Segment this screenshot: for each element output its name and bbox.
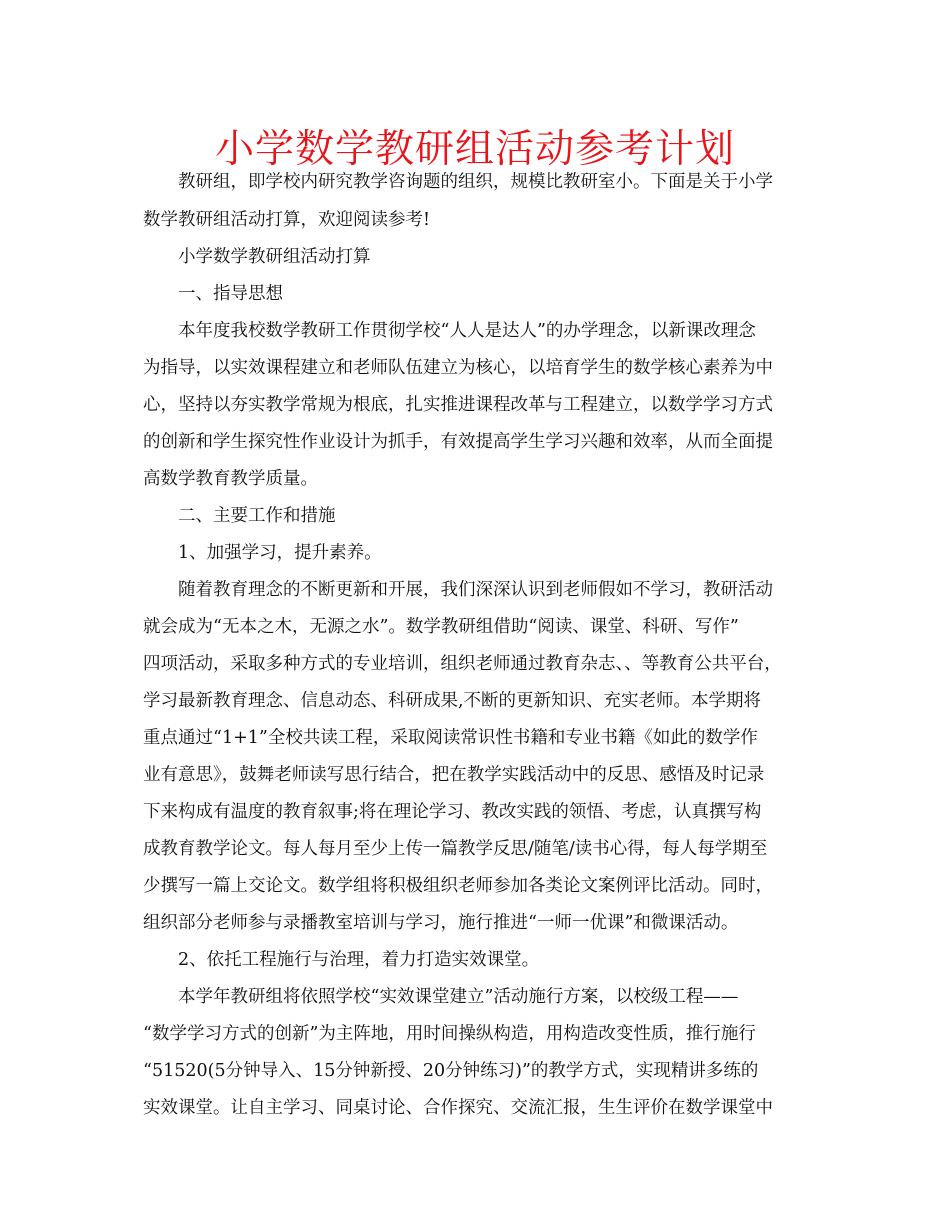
text-line: “数学学习方式的创新”为主阵地，用时间操纵构造，用构造改变性质，推行施行 (143, 1024, 756, 1044)
section-heading: 二、主要工作和措施 (178, 506, 336, 526)
text-line: 组织部分老师参与录播教室培训与学习，施行推进“一师一优课”和微课活动。 (143, 913, 739, 933)
text-line: 高数学教育教学质量。 (143, 469, 318, 489)
text-line: 为指导，以实效课程建立和老师队伍建立为核心，以培育学生的数学核心素养为中 (143, 358, 773, 378)
section-heading: 一、指导思想 (178, 284, 283, 304)
text-line: 数学教研组活动打算，欢迎阅读参考! (143, 210, 431, 230)
text-line: 学习最新教育理念、信息动态、科研成果,不断的更新知识、充实老师。本学期将 (143, 691, 762, 711)
text-line: 教研组，即学校内研究教学咨询题的组织，规模比教研室小。下面是关于小学 (178, 172, 773, 192)
document-title: 小学数学教研组活动参考计划 (214, 127, 735, 172)
text-line: 成教育教学论文。每人每月至少上传一篇教学反思/随笔/读书心得，每人每学期至 (143, 839, 768, 859)
text-line: 业有意思》，鼓舞老师读写思行结合，把在教学实践活动中的反思、感悟及时记录 (143, 765, 765, 785)
subsection-heading: 1、加强学习，提升素养。 (178, 543, 382, 563)
text-line: 随着教育理念的不断更新和开展，我们深深认识到老师假如不学习，教研活动 (178, 580, 773, 600)
text-line: 下来构成有温度的教育叙事;将在理论学习、教改实践的领悟、考虑，认真撰写构 (143, 802, 762, 822)
text-line: 少撰写一篇上交论文。数学组将积极组织老师参加各类论文案例评比活动。同时， (143, 876, 773, 896)
text-line: 实效课堂。让自主学习、同桌讨论、合作探究、交流汇报，生生评价在数学课堂中 (143, 1098, 773, 1118)
subsection-heading: 2、依托工程施行与治理，着力打造实效课堂。 (178, 950, 540, 970)
text-line: “51520(5分钟导入、15分钟新授、20分钟练习)”的教学方式，实现精讲多练的 (143, 1061, 759, 1081)
text-line: 就会成为“无本之木，无源之水”。数学教研组借助“阅读、课堂、科研、写作” (143, 617, 739, 637)
text-line: 的创新和学生探究性作业设计为抓手，有效提高学生学习兴趣和效率，从而全面提 (143, 432, 773, 452)
subheading: 小学数学教研组活动打算 (178, 247, 371, 267)
text-line: 本学年教研组将依照学校“实效课堂建立”活动施行方案，以校级工程—— (178, 987, 739, 1007)
text-line: 重点通过“1+1”全校共读工程，采取阅读常识性书籍和专业书籍《如此的数学作 (143, 728, 758, 748)
text-line: 心，坚持以夯实教学常规为根底，扎实推进课程改革与工程建立，以数学学习方式 (143, 395, 773, 415)
text-line: 本年度我校数学教研工作贯彻学校“人人是达人”的办学理念，以新课改理念 (178, 321, 756, 341)
text-line: 四项活动，采取多种方式的专业培训，组织老师通过教育杂志、、等教育公共平台， (143, 654, 782, 674)
